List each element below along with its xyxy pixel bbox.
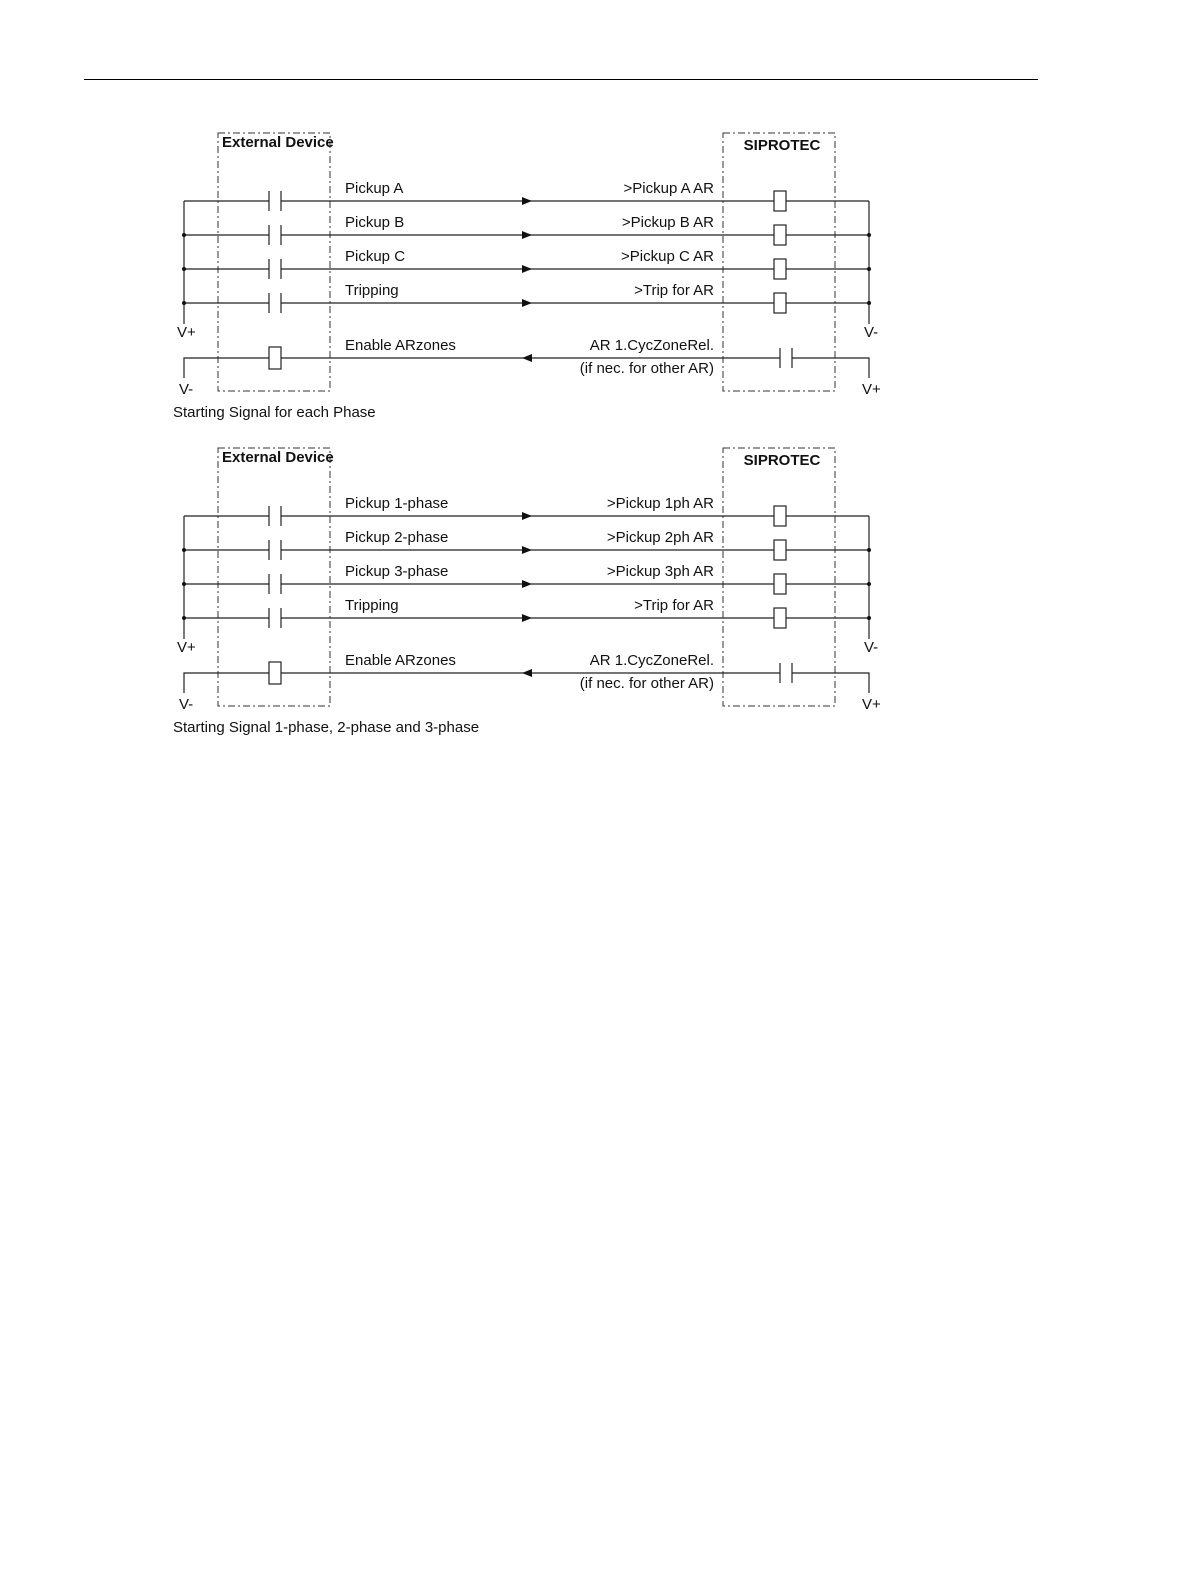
wiring-diagram-per-phase: [0, 120, 1191, 440]
enable-left-label: Enable ARzones: [345, 337, 456, 354]
signal-right-label-4: >Trip for AR: [634, 282, 714, 299]
arrow-right-icon: [522, 231, 532, 239]
signal-left-label-1: Pickup 1-phase: [345, 495, 449, 512]
polarity-left-bottom: V-: [179, 696, 194, 713]
junction-dot: [867, 548, 871, 552]
relay-coil-icon: [269, 662, 281, 684]
relay-coil-icon: [774, 608, 786, 628]
polarity-right-bottom: V+: [862, 381, 881, 398]
arrow-left-icon: [522, 354, 532, 362]
arrow-left-icon: [522, 669, 532, 677]
arrow-right-icon: [522, 580, 532, 588]
enable-right-label: AR 1.CycZoneRel.: [589, 652, 714, 669]
external-device-title: External Device: [222, 134, 334, 151]
external-device-title: External Device: [222, 449, 334, 466]
header-rule: [84, 79, 1038, 80]
enable-note-label: (if nec. for other AR): [579, 675, 714, 692]
siprotec-title: SIPROTEC: [743, 137, 821, 154]
polarity-left-top: V+: [177, 324, 196, 341]
enable-right-label: AR 1.CycZoneRel.: [589, 337, 714, 354]
junction-dot: [182, 233, 186, 237]
relay-coil-icon: [774, 259, 786, 279]
polarity-left-bottom: V-: [179, 381, 194, 398]
arrow-right-icon: [522, 512, 532, 520]
signal-right-label-1: >Pickup 1ph AR: [606, 495, 714, 512]
junction-dot: [867, 582, 871, 586]
relay-coil-icon: [269, 347, 281, 369]
enable-wire: [792, 673, 869, 693]
siprotec-title: SIPROTEC: [743, 452, 821, 469]
enable-note-label: (if nec. for other AR): [579, 360, 714, 377]
signal-left-label-4: Tripping: [345, 282, 399, 299]
arrow-right-icon: [522, 299, 532, 307]
junction-dot: [867, 301, 871, 305]
wiring-diagram-multi-phase: [0, 435, 1191, 755]
junction-dot: [182, 267, 186, 271]
relay-coil-icon: [774, 540, 786, 560]
signal-right-label-2: >Pickup B AR: [621, 214, 714, 231]
polarity-right-top: V-: [864, 639, 879, 656]
enable-wire: [184, 673, 269, 693]
junction-dot: [182, 616, 186, 620]
relay-coil-icon: [774, 574, 786, 594]
relay-coil-icon: [774, 293, 786, 313]
arrow-right-icon: [522, 197, 532, 205]
signal-left-label-1: Pickup A: [345, 180, 404, 197]
arrow-right-icon: [522, 546, 532, 554]
polarity-right-top: V-: [864, 324, 879, 341]
junction-dot: [867, 267, 871, 271]
enable-left-label: Enable ARzones: [345, 652, 456, 669]
junction-dot: [182, 582, 186, 586]
signal-left-label-3: Pickup 3-phase: [345, 563, 449, 580]
signal-right-label-2: >Pickup 2ph AR: [606, 529, 714, 546]
enable-wire: [184, 358, 269, 378]
relay-coil-icon: [774, 225, 786, 245]
relay-coil-icon: [774, 506, 786, 526]
signal-right-label-4: >Trip for AR: [634, 597, 714, 614]
signal-left-label-2: Pickup 2-phase: [345, 529, 449, 546]
arrow-right-icon: [522, 614, 532, 622]
diagram-caption-1: Starting Signal for each Phase: [173, 404, 376, 421]
polarity-right-bottom: V+: [862, 696, 881, 713]
signal-left-label-2: Pickup B: [345, 214, 405, 231]
arrow-right-icon: [522, 265, 532, 273]
signal-right-label-3: >Pickup 3ph AR: [606, 563, 714, 580]
junction-dot: [182, 548, 186, 552]
polarity-left-top: V+: [177, 639, 196, 656]
relay-coil-icon: [774, 191, 786, 211]
junction-dot: [182, 301, 186, 305]
junction-dot: [867, 233, 871, 237]
signal-left-label-4: Tripping: [345, 597, 399, 614]
diagram-caption-2: Starting Signal 1-phase, 2-phase and 3-phase: [173, 719, 480, 736]
junction-dot: [867, 616, 871, 620]
signal-right-label-3: >Pickup C AR: [621, 248, 714, 265]
enable-wire: [792, 358, 869, 378]
signal-left-label-3: Pickup C: [345, 248, 406, 265]
signal-right-label-1: >Pickup A AR: [623, 180, 714, 197]
